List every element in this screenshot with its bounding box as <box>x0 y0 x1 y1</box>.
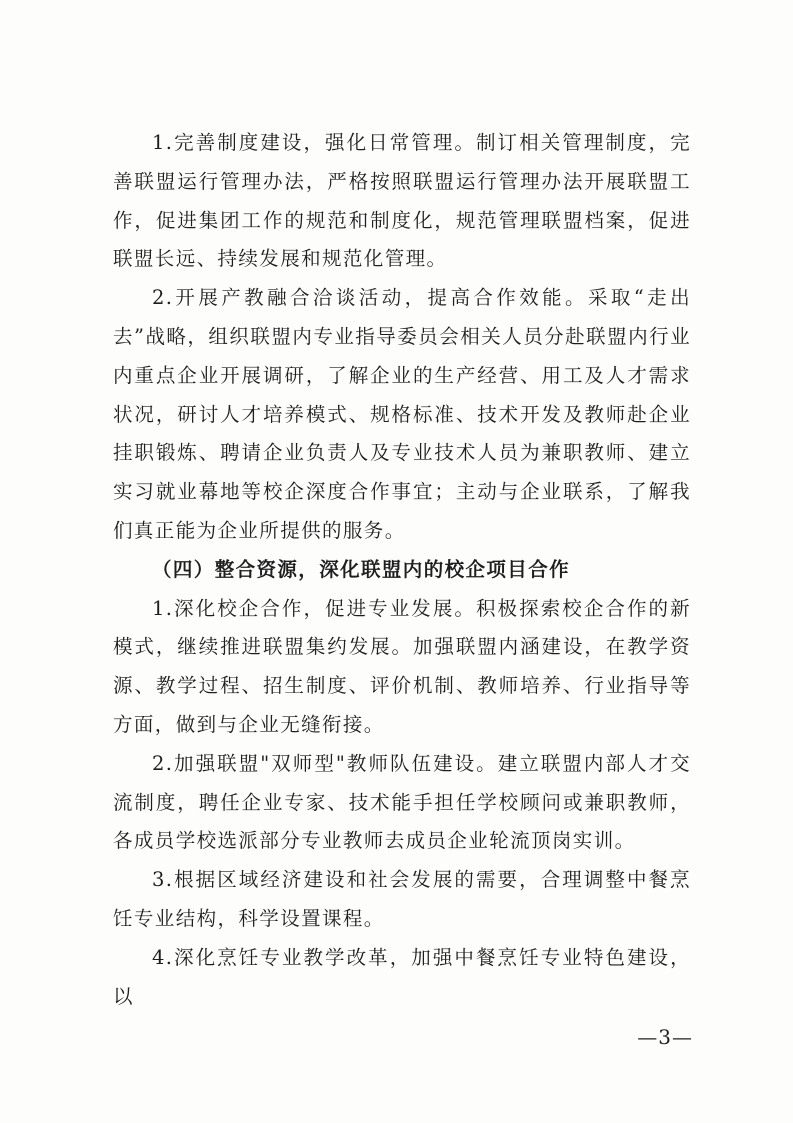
paragraph-institution-building: 1.完善制度建设，强化日常管理。制订相关管理制度，完善联盟运行管理办法，严格按照联盟运行管理办法开展联盟工作，促进集团工作的规范和制度化，规范管理联盟档案，促进联盟长远、持续发展和规范化管理。 <box>113 131 691 271</box>
paragraph-school-enterprise-cooperation: 1.深化校企合作，促进专业发展。积极探索校企合作的新模式，继续推进联盟集约发展。加强联盟内涵建设，在教学资源、教学过程、招生制度、评价机制、教师培养、行业指导等方面，做到与企业无缝衔接。 <box>113 596 691 736</box>
paragraph-curriculum-adjustment: 3.根据区域经济建设和社会发展的需要，合理调整中餐烹饪专业结构，科学设置课程。 <box>113 868 691 930</box>
paragraph-industry-education-talks: 2.开展产教融合洽谈活动，提高合作效能。采取“走出去”战略，组织联盟内专业指导委员会相关人员分赴联盟内行业内重点企业开展调研，了解企业的生产经营、用工及人才需求状况，研讨人才培养模式、规格标准、技术开发及教师赴企业挂职锻炼、聘请企业负责人及专业技术人员为兼职教师、建立实习就业幕地等校企深度合作事宜；主动与企业联系，了解我们真正能为企业所提供的服务。 <box>113 286 691 542</box>
section-heading-four: （四）整合资源，深化联盟内的校企项目合作 <box>152 557 571 581</box>
page-number: —3— <box>637 1025 693 1049</box>
document-body <box>113 124 691 1016</box>
paragraph-dual-qualified-teachers: 2.加强联盟"双师型"教师队伍建设。建立联盟内部人才交流制度，聘任企业专家、技术能手担任学校顾问或兼职教师，各成员学校选派部分专业教师去成员企业轮流顶岗实训。 <box>113 751 691 853</box>
paragraph-teaching-reform: 4.深化烹饪专业教学改革，加强中餐烹饪专业特色建设，以 <box>113 945 691 1008</box>
